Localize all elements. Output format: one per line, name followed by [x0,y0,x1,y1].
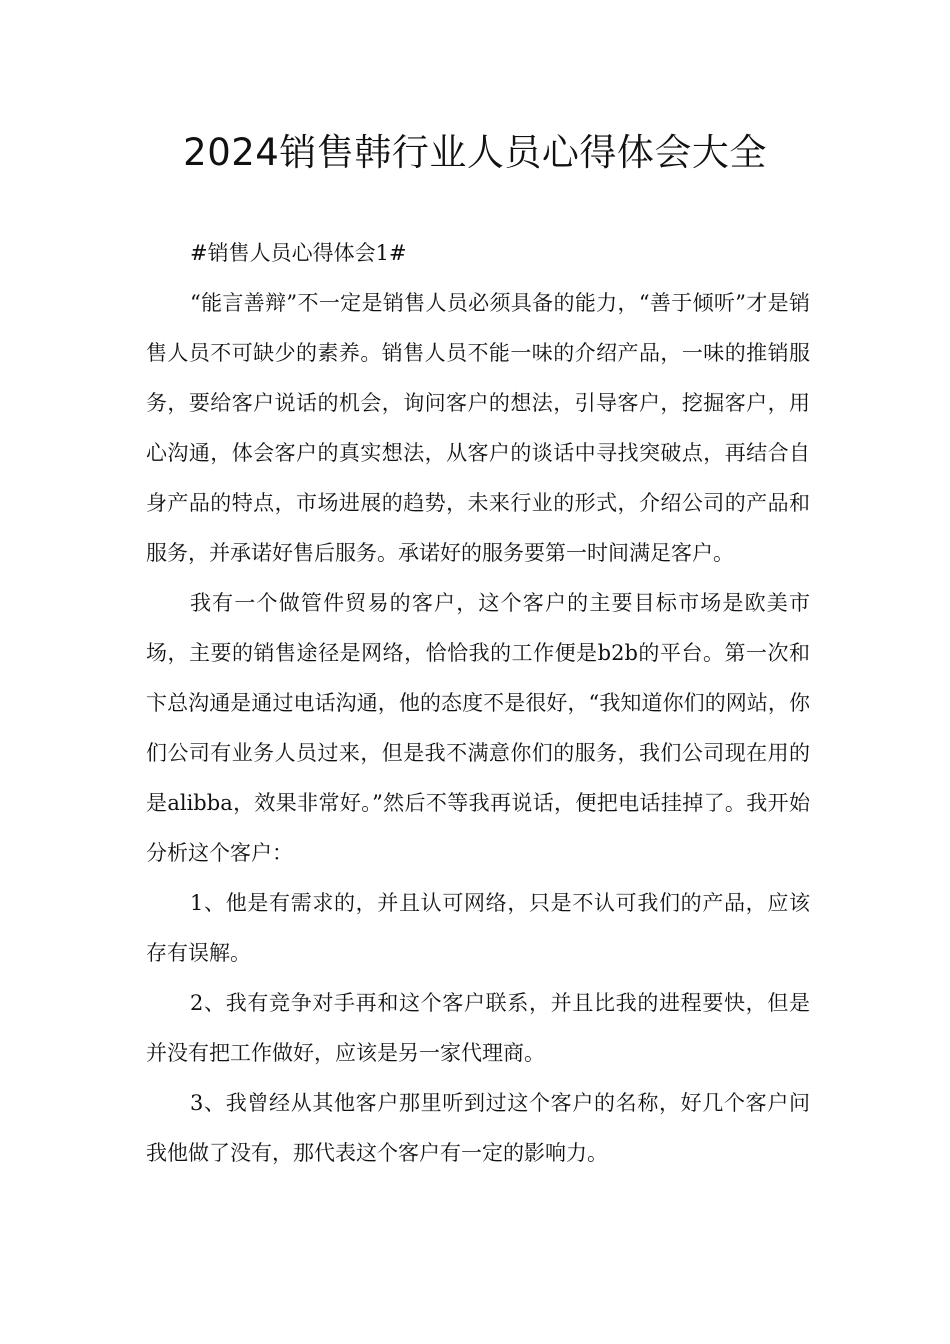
paragraph: 我有一个做管件贸易的客户，这个客户的主要目标市场是欧美市场，主要的销售途径是网络，恰恰我的工作便是b2b的平台。第一次和卞总沟通是通过电话沟通，他的态度不是很好，“我知道你们的网站，你们公司有业务人员过来，但是我不满意你们的服务，我们公司现在用的是alibba，效果非常好。”然后不等我再说话，便把电话挂掉了。我开始分析这个客户： [146,591,810,865]
list-item: 2、我有竞争对手再和这个客户联系，并且比我的进程要快，但是并没有把工作做好，应该是另一家代理商。 [146,991,810,1065]
list-item: 3、我曾经从其他客户那里听到过这个客户的名称，好几个客户问我他做了没有，那代表这个客户有一定的影响力。 [146,1091,810,1165]
document-title: 2024销售韩行业人员心得体会大全 [183,131,767,174]
section-heading: #销售人员心得体会1# [190,241,407,265]
document-body [146,228,810,1178]
list-item: 1、他是有需求的，并且认可网络，只是不认可我们的产品，应该存有误解。 [146,891,810,965]
paragraph: “能言善辩”不一定是销售人员必须具备的能力，“善于倾听”才是销售人员不可缺少的素养。销售人员不能一味的介绍产品，一味的推销服务，要给客户说话的机会，询问客户的想法，引导客户，挖掘客户，用心沟通，体会客户的真实想法，从客户的谈话中寻找突破点，再结合自身产品的特点，市场进展的趋势，未来行业的形式，介绍公司的产品和服务，并承诺好售后服务。承诺好的服务要第一时间满足客户。 [146,291,810,565]
